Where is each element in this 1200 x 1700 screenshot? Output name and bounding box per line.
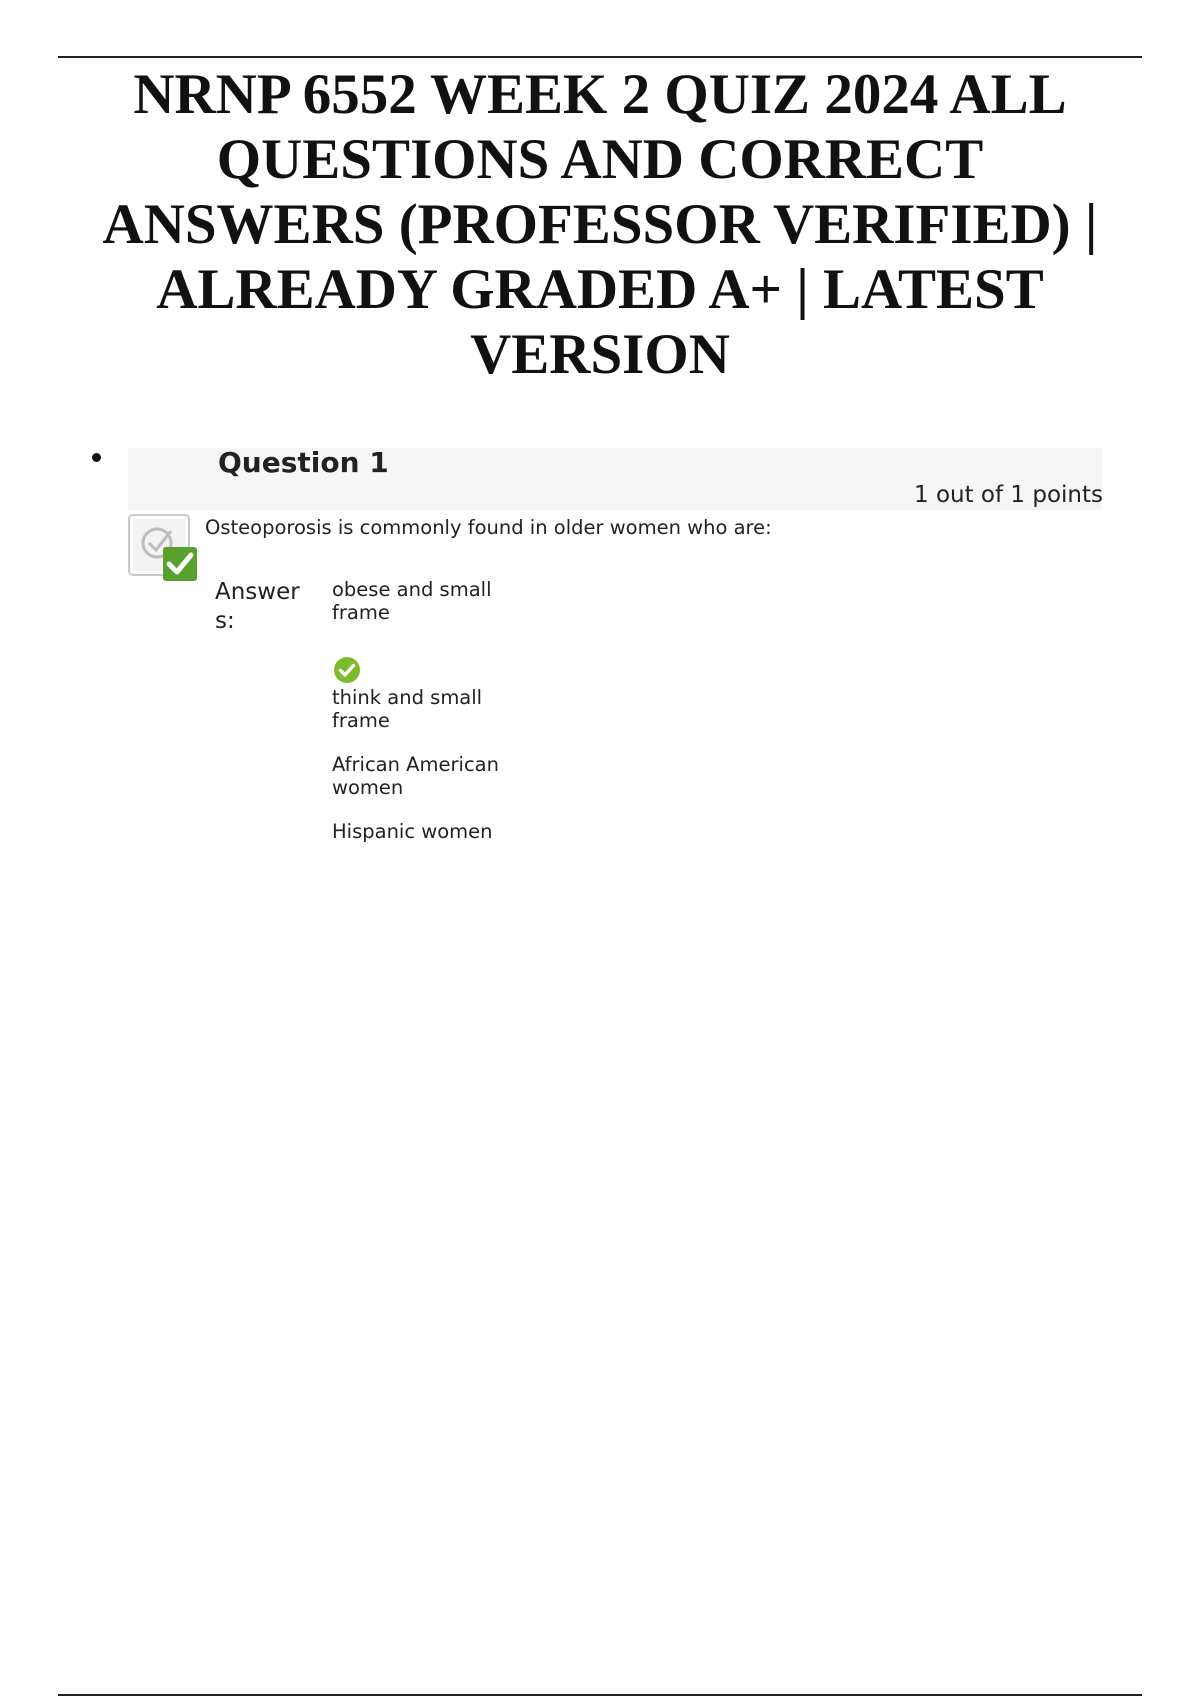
- list-bullet: [92, 453, 101, 462]
- question-text: Osteoporosis is commonly found in older women who are:: [205, 516, 772, 539]
- answer-option: Hispanic women: [332, 820, 493, 843]
- answer-option-correct: think and small frame: [332, 686, 483, 732]
- question-label: Question 1: [218, 446, 389, 479]
- answer-option: obese and small frame: [332, 578, 492, 624]
- answers-label: Answers:: [215, 579, 300, 634]
- correct-answer-icon: [333, 656, 361, 684]
- correct-check-icon: [127, 513, 199, 585]
- document-title: NRNP 6552 WEEK 2 QUIZ 2024 ALL QUESTIONS AND CORRECT ANSWERS (PROFESSOR VERIFIED) | ALREADY GRADED A+ | LATEST VERSION: [102, 63, 1098, 386]
- top-rule: [58, 56, 1142, 58]
- answer-option: African American women: [332, 753, 499, 799]
- question-points: 1 out of 1 points: [914, 482, 1103, 508]
- bottom-rule: [58, 1694, 1142, 1696]
